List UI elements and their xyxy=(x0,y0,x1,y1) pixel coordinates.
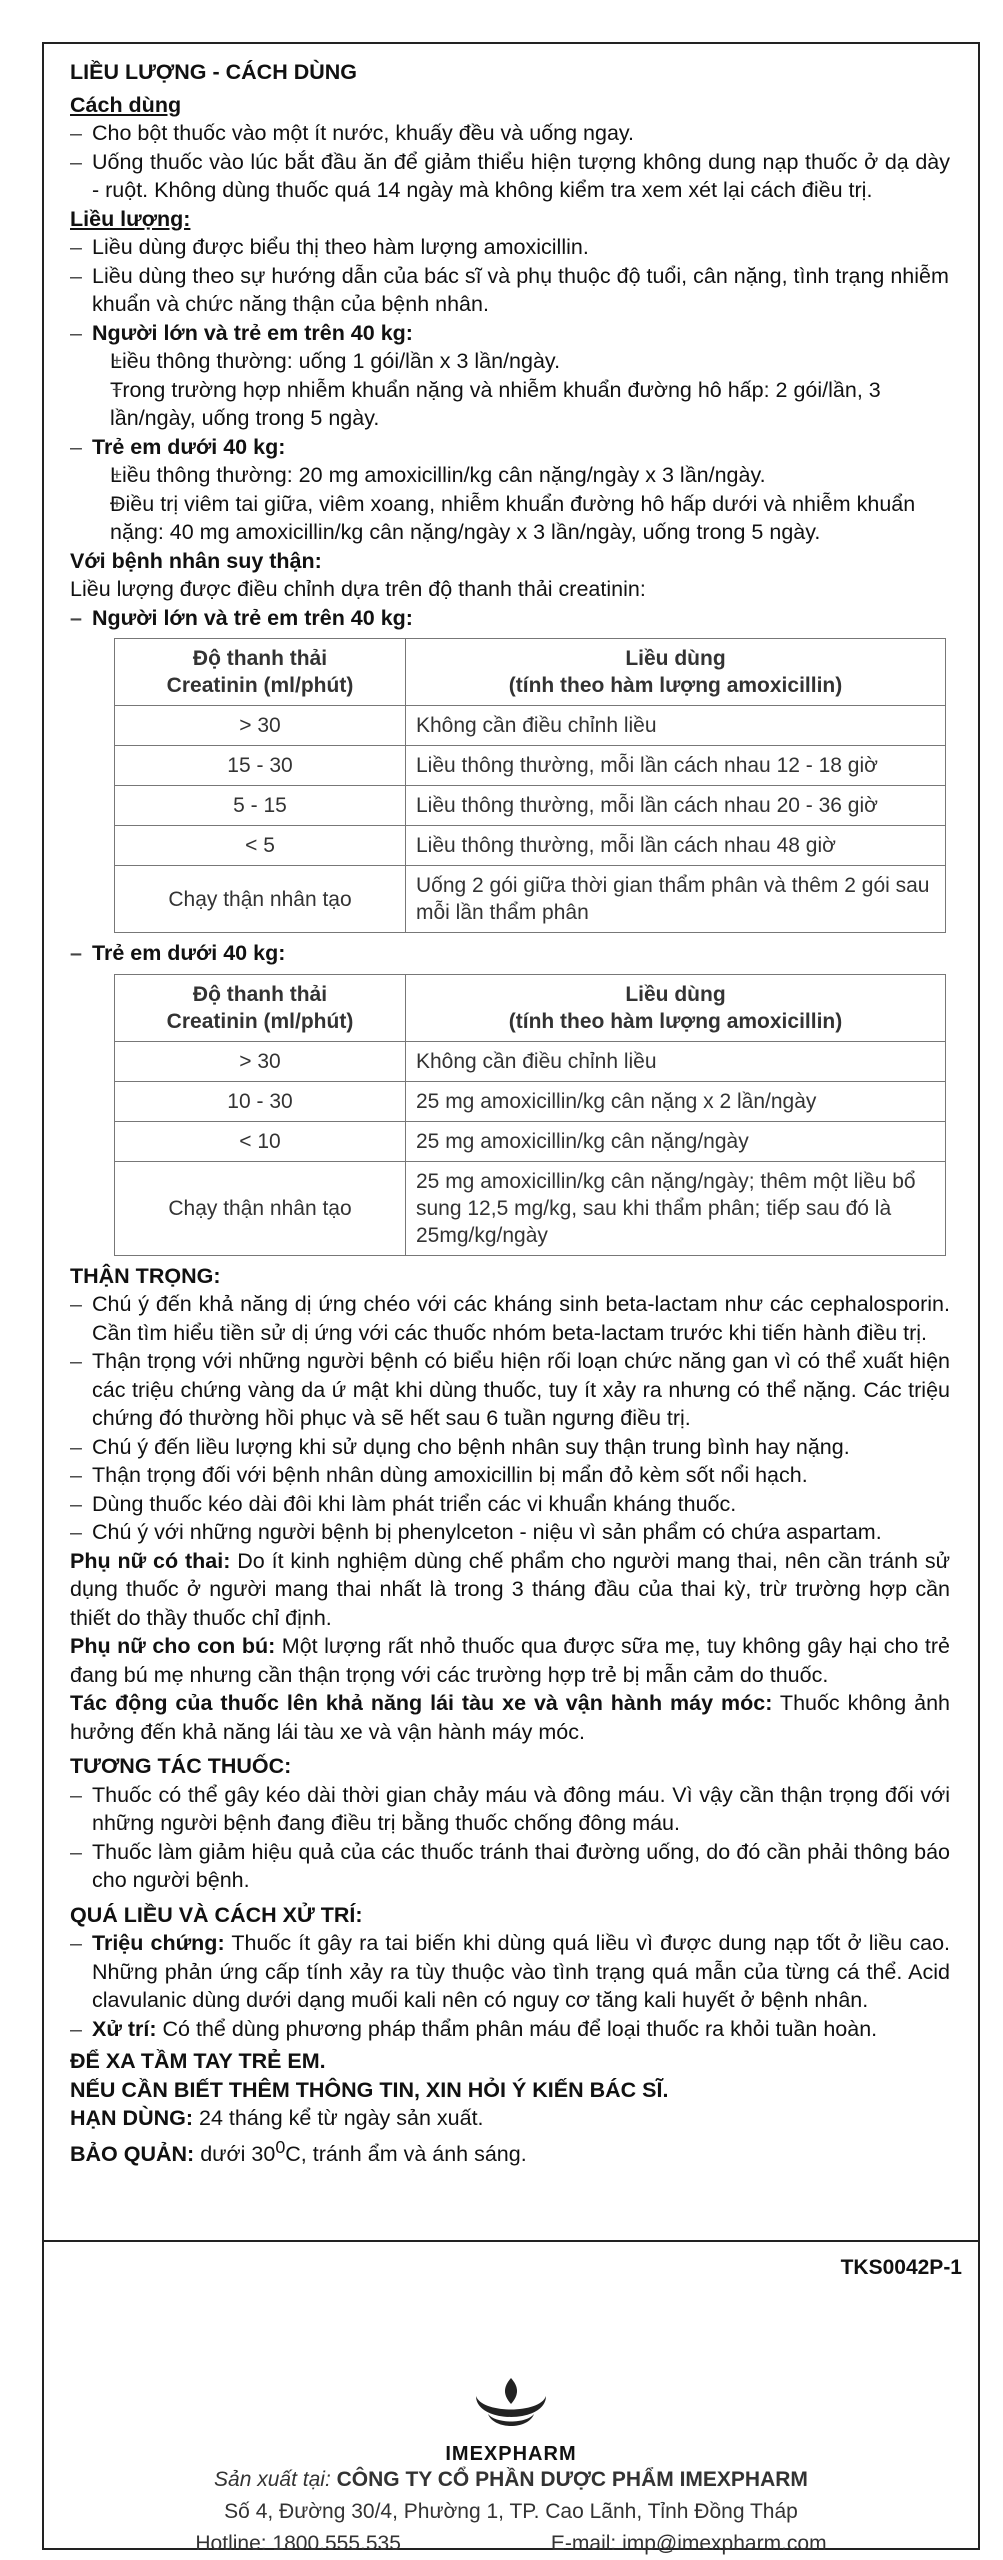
nursing-label: Phụ nữ cho con bú: xyxy=(70,1634,276,1658)
leaflet-content xyxy=(70,58,950,2168)
child-heading: Trẻ em dưới 40 kg: xyxy=(92,434,286,459)
document-code: TKS0042P-1 xyxy=(840,2256,962,2279)
table-cell: Liều thông thường, mỗi lần cách nhau 12 - 18 giờ xyxy=(406,746,946,786)
table-cell: Không cần điều chỉnh liều xyxy=(406,706,946,746)
logo-text: IMEXPHARM xyxy=(445,2443,577,2465)
table-row xyxy=(115,826,946,866)
list-item: + Liều thông thường: 20 mg amoxicillin/kg cân nặng/ngày x 3 lần/ngày. xyxy=(92,461,950,490)
table-row xyxy=(115,786,946,826)
header-line: Liều dùng xyxy=(625,982,726,1006)
company-logo xyxy=(44,2374,978,2466)
email: E-mail: imp@imexpharm.com xyxy=(550,2532,827,2555)
table-cell: 5 - 15 xyxy=(115,786,406,826)
dose-list xyxy=(70,233,950,547)
driving-paragraph xyxy=(70,1689,950,1746)
pregnancy-label: Phụ nữ có thai: xyxy=(70,1548,231,1573)
list-item: – Uống thuốc vào lúc bắt đầu ăn để giảm thiểu hiện tượng không dung nạp thuốc ở dạ dày - ruột. Không dùng thuốc quá 14 ngày mà không kiểm tra xem xét lại cách điều trị. xyxy=(70,148,950,205)
adult-heading: Người lớn và trẻ em trên 40 kg: xyxy=(92,320,413,345)
header-line: Độ thanh thải xyxy=(192,647,328,670)
list-item: – Chú ý đến khả năng dị ứng chéo với các kháng sinh beta-lactam như các cephalosporin. Cần tìm hiểu tiền sử dị ứng với các thuốc nhóm beta-lactam trước khi tiến hành điều trị. xyxy=(70,1290,950,1347)
table-cell: > 30 xyxy=(115,706,406,746)
adult-list xyxy=(92,347,950,433)
degree-sup: 0 xyxy=(275,2136,286,2157)
list-item: – Thuốc làm giảm hiệu quả của các thuốc tránh thai đường uống, do đó cần phải thông báo cho người bệnh. xyxy=(70,1838,950,1895)
nursing-paragraph xyxy=(70,1632,950,1689)
list-item: + Trong trường hợp nhiễm khuẩn nặng và nhiễm khuẩn đường hô hấp: 2 gói/lần, 3 lần/ngày, uống trong 5 ngày. xyxy=(92,376,950,433)
table-cell: Không cần điều chỉnh liều xyxy=(406,1041,946,1081)
table-header-dose xyxy=(406,639,946,706)
table-cell: < 5 xyxy=(115,826,406,866)
list-item: – Dùng thuốc kéo dài đôi khi làm phát triển các vi khuẩn kháng thuốc. xyxy=(70,1490,950,1519)
list-item: – Chú ý đến liều lượng khi sử dụng cho bệnh nhân suy thận trung bình hay nặng. xyxy=(70,1433,950,1462)
header-line: Creatinin (ml/phút) xyxy=(166,674,354,697)
child-list xyxy=(92,461,950,547)
divider xyxy=(44,2240,978,2242)
interactions-list xyxy=(70,1781,950,1895)
interactions-heading: TƯƠNG TÁC THUỐC: xyxy=(70,1754,292,1778)
storage-tail: C, tránh ẩm và ánh sáng. xyxy=(285,2141,527,2166)
shelf-label: HẠN DÙNG: xyxy=(70,2106,194,2130)
table-header-clearance xyxy=(115,639,406,706)
table-cell: 10 - 30 xyxy=(115,1081,406,1121)
renal-intro: Liều lượng được điều chỉnh dựa trên độ thanh thải creatinin: xyxy=(70,577,646,601)
renal-child-table xyxy=(114,974,946,1256)
footer xyxy=(44,2464,978,2560)
table-cell: < 10 xyxy=(115,1121,406,1161)
shelf-life xyxy=(70,2104,950,2133)
renal-adult-heading: – Người lớn và trẻ em trên 40 kg: xyxy=(70,604,950,633)
driving-text: Thuốc không ảnh hưởng đến khả năng lái tàu xe và vận hành máy móc. xyxy=(70,1691,950,1744)
usage-list xyxy=(70,119,950,205)
table-row xyxy=(115,1041,946,1081)
table-header-clearance xyxy=(115,974,406,1041)
table-row xyxy=(115,706,946,746)
nursing-text: Một lượng rất nhỏ thuốc qua được sữa mẹ, tuy không gây hại cho trẻ đang bú mẹ nhưng cần thận trọng với các trường hợp trẻ bị mẫn cảm do thuốc. xyxy=(70,1634,950,1687)
address: Số 4, Đường 30/4, Phường 1, TP. Cao Lãnh, Tỉnh Đồng Tháp xyxy=(224,2500,798,2523)
dosage-title: LIỀU LƯỢNG - CÁCH DÙNG xyxy=(70,60,357,84)
contact-line xyxy=(44,2528,978,2560)
hotline: Hotline: 1800.555.535 xyxy=(195,2532,401,2555)
table-cell: Chạy thận nhân tạo xyxy=(115,1161,406,1255)
shelf-text: 24 tháng kể từ ngày sản xuất. xyxy=(193,2106,484,2130)
list-item: – Thuốc có thể gây kéo dài thời gian chảy máu và đông máu. Vì vậy cần thận trọng đối với những người bệnh đang điều trị bằng thuốc chống đông máu. xyxy=(70,1781,950,1838)
caution-heading: THẬN TRỌNG: xyxy=(70,1263,221,1288)
header-line: Creatinin (ml/phút) xyxy=(166,1009,354,1033)
list-item: + Điều trị viêm tai giữa, viêm xoang, nhiễm khuẩn đường hô hấp dưới và nhiễm khuẩn nặng: 40 mg amoxicillin/kg cân nặng/ngày x 3 lần/ngày, uống trong 5 ngày. xyxy=(92,490,950,547)
header-line: Độ thanh thải xyxy=(192,982,328,1006)
treatment-label: Xử trí: xyxy=(92,2016,157,2041)
overdose-list xyxy=(70,1929,950,2043)
pregnancy-paragraph xyxy=(70,1547,950,1633)
storage-text: dưới 30 xyxy=(194,2141,276,2166)
manufacturer-name: CÔNG TY CỔ PHẦN DƯỢC PHẨM IMEXPHARM xyxy=(336,2468,808,2491)
driving-label: Tác động của thuốc lên khả năng lái tàu xe và vận hành máy móc: xyxy=(70,1691,773,1715)
header-line: (tính theo hàm lượng amoxicillin) xyxy=(508,1009,843,1033)
pregnancy-text: Do ít kinh nghiệm dùng chế phẩm cho người mang thai, nên cần tránh sử dụng thuốc ở người mang thai nhất là trong 3 tháng đầu của thai kỳ, trừ trường hợp cần thiết do thầy thuốc chỉ định. xyxy=(70,1548,951,1630)
leaflet-frame xyxy=(42,42,980,2555)
usage-heading: Cách dùng xyxy=(70,92,182,117)
renal-adult-table xyxy=(114,638,946,933)
header-line: Liều dùng xyxy=(625,647,726,670)
table-cell: Chạy thận nhân tạo xyxy=(115,866,406,933)
list-item xyxy=(70,1929,950,2015)
renal-heading: Với bệnh nhân suy thận: xyxy=(70,548,322,573)
table-cell: Liều thông thường, mỗi lần cách nhau 48 giờ xyxy=(406,826,946,866)
table-row xyxy=(115,1081,946,1121)
symptom-text: Thuốc ít gây ra tai biến khi dùng quá liều vì được dung nạp tốt ở liều cao. Những phản ứng cấp tính xảy ra tùy thuộc vào tình trạng quá mẫn của từng cá thể. Acid clavulanic dùng dưới dạng muối kali nên có nguy cơ tăng kali huyết ở bệnh nhân. xyxy=(92,1931,950,2012)
keep-away-notice: ĐỂ XA TẦM TAY TRẺ EM. xyxy=(70,2049,326,2073)
dose-heading: Liều lượng: xyxy=(70,206,191,231)
caution-list xyxy=(70,1290,950,1547)
list-item xyxy=(70,433,950,547)
list-item: – Cho bột thuốc vào một ít nước, khuấy đều và uống ngay. xyxy=(70,119,950,148)
storage-label: BẢO QUẢN: xyxy=(70,2141,195,2166)
table-cell: Uống 2 gói giữa thời gian thẩm phân và thêm 2 gói sau mỗi lần thẩm phân xyxy=(406,866,946,933)
table-cell: Liều thông thường, mỗi lần cách nhau 20 - 36 giờ xyxy=(406,786,946,826)
header-line: (tính theo hàm lượng amoxicillin) xyxy=(508,674,843,697)
overdose-heading: QUÁ LIỀU VÀ CÁCH XỬ TRÍ: xyxy=(70,1902,363,1927)
ask-doctor-notice: NẾU CẦN BIẾT THÊM THÔNG TIN, XIN HỎI Ý KIẾN BÁC SĨ. xyxy=(70,2077,669,2102)
treatment-text: Có thể dùng phương pháp thẩm phân máu để loại thuốc ra khỏi tuần hoàn. xyxy=(156,2016,878,2041)
list-item: – Liều dùng theo sự hướng dẫn của bác sĩ và phụ thuộc độ tuổi, cân nặng, tình trạng nhiễm khuẩn và chức năng thận của bệnh nhân. xyxy=(70,262,950,319)
manufacturer-label: Sản xuất tại: xyxy=(214,2468,337,2491)
table-row xyxy=(115,866,946,933)
table-cell: 25 mg amoxicillin/kg cân nặng x 2 lần/ngày xyxy=(406,1081,946,1121)
imexpharm-logo-icon xyxy=(456,2374,566,2436)
table-cell: 25 mg amoxicillin/kg cân nặng/ngày; thêm một liều bổ sung 12,5 mg/kg, sau khi thẩm phân; tiếp sau đó là 25mg/kg/ngày xyxy=(406,1161,946,1255)
table-header-row xyxy=(115,974,946,1041)
table-cell: 15 - 30 xyxy=(115,746,406,786)
manufacturer-line xyxy=(44,2464,978,2496)
storage xyxy=(70,2133,950,2169)
table-header-dose xyxy=(406,974,946,1041)
table-header-row xyxy=(115,639,946,706)
table-cell: > 30 xyxy=(115,1041,406,1081)
table-row xyxy=(115,1161,946,1255)
table-row xyxy=(115,1121,946,1161)
list-item xyxy=(70,319,950,433)
list-item: – Thận trọng với những người bệnh có biểu hiện rối loạn chức năng gan vì có thể xuất hiện các triệu chứng vàng da ứ mật khi dùng thuốc, tuy ít xảy ra nhưng có thể nặng. Các triệu chứng đó thường hồi phục và sẽ hết sau 6 tuần ngưng điều trị. xyxy=(70,1347,950,1433)
renal-child-heading: – Trẻ em dưới 40 kg: xyxy=(70,939,950,968)
list-item: – Liều dùng được biểu thị theo hàm lượng amoxicillin. xyxy=(70,233,950,262)
renal-child-list xyxy=(70,939,950,968)
table-row xyxy=(115,746,946,786)
list-item xyxy=(70,2015,950,2044)
list-item: + Liều thông thường: uống 1 gói/lần x 3 lần/ngày. xyxy=(92,347,950,376)
list-item: – Chú ý với những người bệnh bị phenylceton - niệu vì sản phẩm có chứa aspartam. xyxy=(70,1518,950,1547)
renal-adult-list xyxy=(70,604,950,633)
list-item: – Thận trọng đối với bệnh nhân dùng amoxicillin bị mẩn đỏ kèm sốt nổi hạch. xyxy=(70,1461,950,1490)
table-cell: 25 mg amoxicillin/kg cân nặng/ngày xyxy=(406,1121,946,1161)
symptom-label: Triệu chứng: xyxy=(92,1931,225,1955)
